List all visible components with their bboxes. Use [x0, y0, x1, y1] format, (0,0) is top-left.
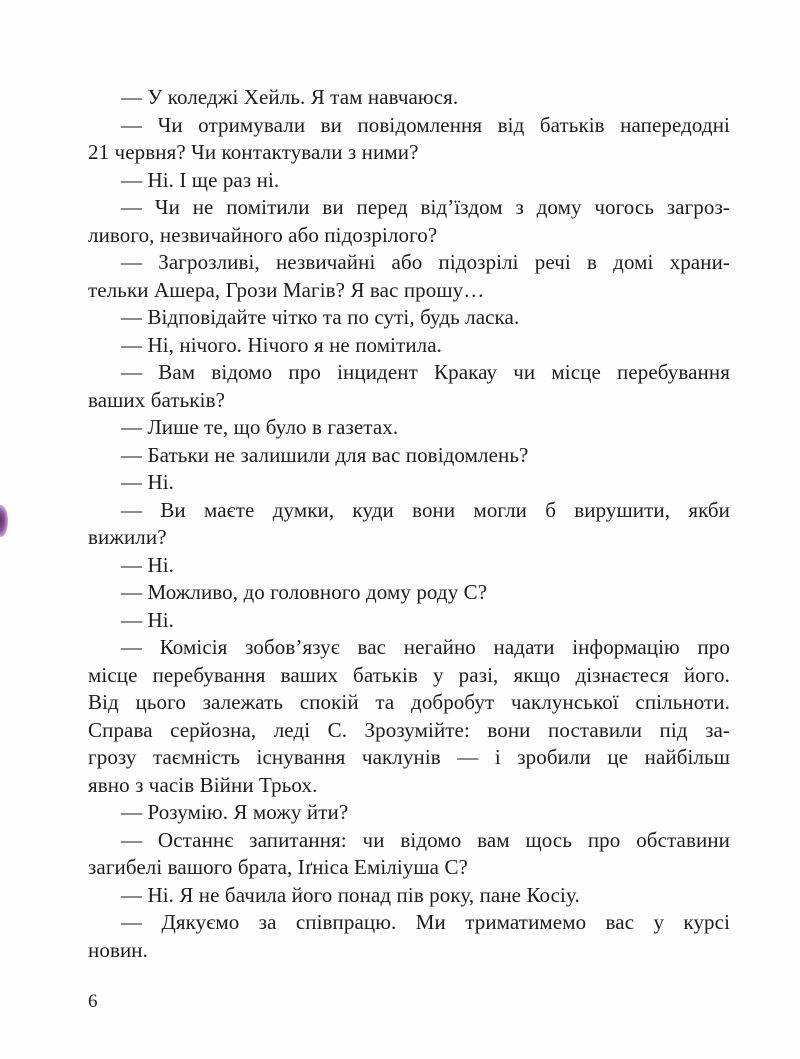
text-line: Справа серйозна, леді С. Зрозумійте: вони поставили під за-: [88, 717, 730, 742]
text-line: — Ні.: [121, 607, 174, 632]
text-line: — Чи не помітили ви перед від’їздом з дому чогось загроз-: [121, 195, 730, 219]
text-line: 21 червня? Чи контактували з ними?: [88, 140, 419, 164]
text-line: — Лише те, що було в газетах.: [121, 415, 399, 439]
text-line: ваших батьків?: [88, 387, 226, 412]
text-line: — У коледжі Хейль. Я там навчаюся.: [121, 85, 459, 109]
text-line: — Відповідайте чітко та по суті, будь ласка.: [121, 305, 520, 329]
text-line: вижили?: [88, 525, 167, 549]
text-line: — Ні, нічого. Нічого я не помітила.: [121, 332, 443, 357]
ink-smudge: [0, 505, 8, 537]
text-line: — Ні.: [121, 552, 174, 577]
text-line: — Батьки не залишили для вас повідомлень?: [121, 442, 529, 467]
text-line: тельки Ашера, Грози Магів? Я вас прошу…: [88, 277, 485, 302]
text-line: — Ні. І ще раз ні.: [121, 167, 280, 192]
text-line: — Комісія зобов’язує вас негайно надати інформацію про: [121, 635, 730, 659]
text-line: — Ні.: [121, 470, 174, 494]
text-line: Від цього залежать спокій та добробут чаклунської спільноти.: [88, 690, 730, 714]
page-text: [88, 84, 730, 964]
text-line: — Можливо, до головного дому роду С?: [121, 580, 488, 604]
text-line: — Ви маєте думки, куди вони могли б вирушити, якби: [121, 497, 730, 522]
text-line: — Вам відомо про інцидент Кракау чи місце перебування: [121, 360, 730, 384]
text-line: явно з часів Війни Трьох.: [88, 772, 318, 797]
text-line: ливого, незвичайного або підозрілого?: [88, 222, 438, 247]
text-line: — Загрозливі, незвичайні або підозрілі речі в домі храни-: [121, 250, 730, 274]
text-line: грозу таємність існування чаклунів — і зробили це найбільш: [88, 745, 730, 769]
text-line: новин.: [88, 937, 148, 962]
text-line: — Ні. Я не бачила його понад пів року, пане Косіу.: [121, 882, 580, 907]
text-line: загибелі вашого брата, Іґніса Еміліуша С?: [88, 855, 468, 879]
text-line: — Дякуємо за співпрацю. Ми триматимемо вас у курсі: [121, 910, 730, 934]
text-line: — Розумію. Я можу йти?: [121, 800, 349, 824]
text-line: місце перебування ваших батьків у разі, якщо дізнаєтеся його.: [88, 662, 730, 687]
text-line: — Чи отримували ви повідомлення від батьків напередодні: [121, 112, 730, 137]
page-number: 6: [88, 991, 98, 1012]
text-line: — Останнє запитання: чи відомо вам щось про обставини: [121, 827, 730, 852]
